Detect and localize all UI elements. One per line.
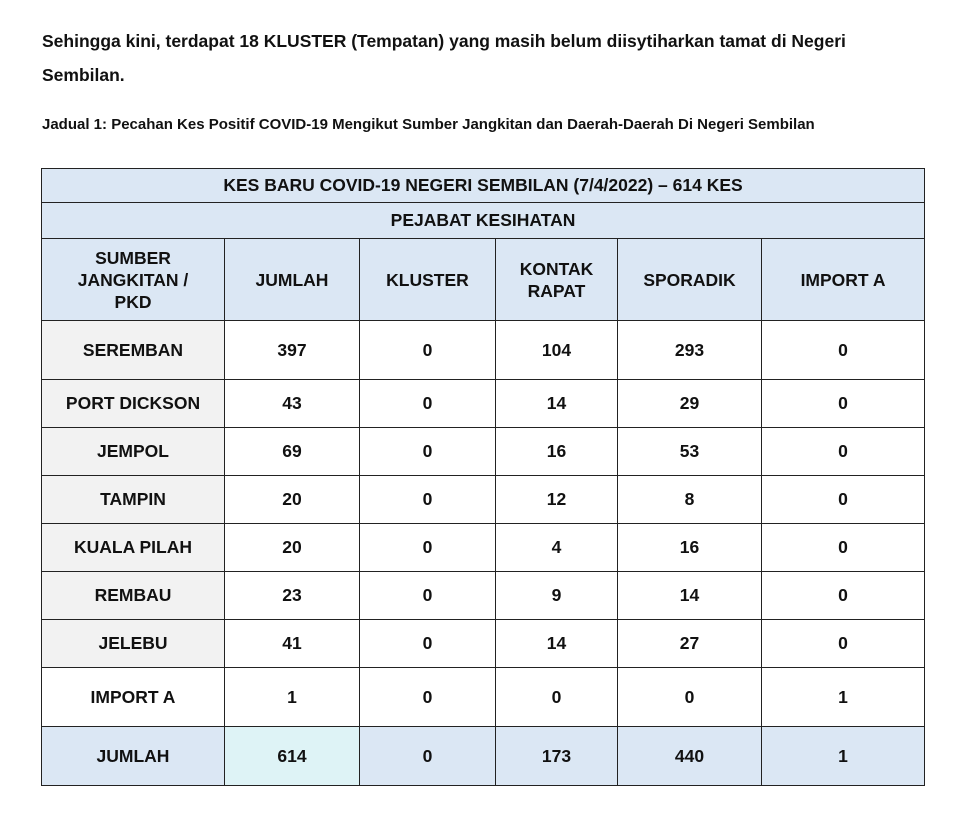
row-name: IMPORT A	[42, 668, 225, 727]
table-caption: Jadual 1: Pecahan Kes Positif COVID-19 Mengikut Sumber Jangkitan dan Daerah-Daerah Di Negeri Sembilan	[42, 116, 815, 133]
total-import: 1	[762, 727, 925, 786]
table-row	[42, 668, 925, 727]
cell-import: 1	[762, 668, 925, 727]
cell-import: 0	[762, 572, 925, 620]
table-title: KES BARU COVID-19 NEGERI SEMBILAN (7/4/2022) – 614 KES	[42, 169, 925, 203]
total-sporadik: 440	[618, 727, 762, 786]
cell-kontak: 4	[496, 524, 618, 572]
cell-sporadik: 293	[618, 321, 762, 380]
total-kontak: 173	[496, 727, 618, 786]
cell-kluster: 0	[360, 476, 496, 524]
cell-sporadik: 8	[618, 476, 762, 524]
cell-jumlah: 43	[225, 380, 360, 428]
total-row	[42, 727, 925, 786]
table-row	[42, 321, 925, 380]
cell-sporadik: 53	[618, 428, 762, 476]
header-kluster: KLUSTER	[360, 239, 496, 321]
table-row	[42, 428, 925, 476]
cell-kluster: 0	[360, 321, 496, 380]
cell-kontak: 12	[496, 476, 618, 524]
cell-kluster: 0	[360, 572, 496, 620]
cell-sporadik: 27	[618, 620, 762, 668]
row-name: REMBAU	[42, 572, 225, 620]
header-source: SUMBER JANGKITAN / PKD	[42, 239, 225, 321]
cell-jumlah: 23	[225, 572, 360, 620]
cell-jumlah: 20	[225, 476, 360, 524]
table-row	[42, 572, 925, 620]
row-name: JELEBU	[42, 620, 225, 668]
cell-jumlah: 69	[225, 428, 360, 476]
row-name: PORT DICKSON	[42, 380, 225, 428]
cell-jumlah: 1	[225, 668, 360, 727]
cell-kontak: 104	[496, 321, 618, 380]
cell-jumlah: 397	[225, 321, 360, 380]
header-row	[42, 239, 925, 321]
cell-kontak: 0	[496, 668, 618, 727]
cell-jumlah: 41	[225, 620, 360, 668]
cell-sporadik: 14	[618, 572, 762, 620]
cell-import: 0	[762, 620, 925, 668]
header-import: IMPORT A	[762, 239, 925, 321]
cell-kluster: 0	[360, 524, 496, 572]
cell-jumlah: 20	[225, 524, 360, 572]
header-kontak-rapat: KONTAK RAPAT	[496, 239, 618, 321]
cell-sporadik: 16	[618, 524, 762, 572]
total-label: JUMLAH	[42, 727, 225, 786]
cell-import: 0	[762, 476, 925, 524]
intro-paragraph: Sehingga kini, terdapat 18 KLUSTER (Tempatan) yang masih belum diisytiharkan tamat di Negeri Sembilan.	[42, 31, 846, 85]
cell-import: 0	[762, 428, 925, 476]
cell-import: 0	[762, 524, 925, 572]
row-name: SEREMBAN	[42, 321, 225, 380]
table-row	[42, 620, 925, 668]
cell-kluster: 0	[360, 428, 496, 476]
total-kluster: 0	[360, 727, 496, 786]
table-row	[42, 524, 925, 572]
cell-kontak: 16	[496, 428, 618, 476]
table-row	[42, 476, 925, 524]
table-row	[42, 380, 925, 428]
table-subtitle: PEJABAT KESIHATAN	[42, 203, 925, 239]
cell-kluster: 0	[360, 380, 496, 428]
cell-kontak: 14	[496, 620, 618, 668]
cell-kontak: 9	[496, 572, 618, 620]
cell-import: 0	[762, 380, 925, 428]
cell-kluster: 0	[360, 620, 496, 668]
cell-kluster: 0	[360, 668, 496, 727]
covid-cases-table	[41, 168, 925, 786]
cell-sporadik: 0	[618, 668, 762, 727]
header-sporadik: SPORADIK	[618, 239, 762, 321]
cell-sporadik: 29	[618, 380, 762, 428]
row-name: TAMPIN	[42, 476, 225, 524]
row-name: JEMPOL	[42, 428, 225, 476]
cell-import: 0	[762, 321, 925, 380]
row-name: KUALA PILAH	[42, 524, 225, 572]
total-jumlah: 614	[225, 727, 360, 786]
header-jumlah: JUMLAH	[225, 239, 360, 321]
cell-kontak: 14	[496, 380, 618, 428]
